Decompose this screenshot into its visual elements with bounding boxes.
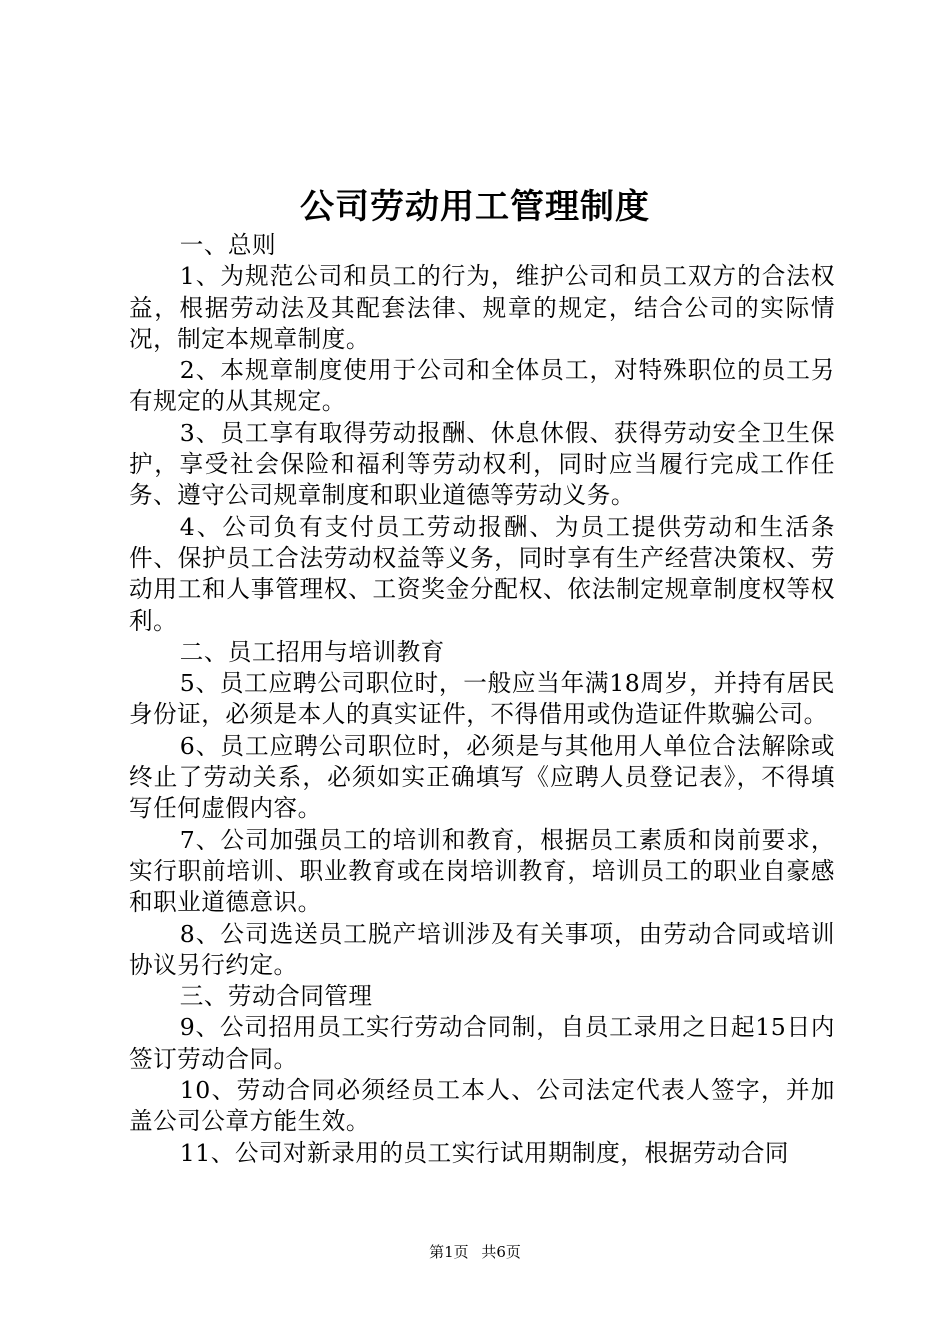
section-heading: 二、员工招用与培训教育 — [179, 637, 445, 666]
page-number: 第1页 — [429, 1243, 469, 1261]
paragraph: 3、员工享有取得劳动报酬、休息休假、获得劳动安全卫生保护，享受社会保险和福利等劳动权利，同时应当履行完成工作任务、遵守公司规章制度和职业道德等劳动义务。 — [129, 418, 835, 510]
paragraph: 1、为规范公司和员工的行为，维护公司和员工双方的合法权益，根据劳动法及其配套法律、规章的规定，结合公司的实际情况，制定本规章制度。 — [129, 262, 835, 353]
paragraph: 7、公司加强员工的培训和教育，根据员工素质和岗前要求，实行职前培训、职业教育或在岗培训教育，培训员工的职业自豪感和职业道德意识。 — [129, 825, 835, 917]
paragraph: 4、公司负有支付员工劳动报酬、为员工提供劳动和生活条件、保护员工合法劳动权益等义务，同时享有生产经营决策权、劳动用工和人事管理权、工资奖金分配权、依法制定规章制度权等权利。 — [129, 512, 835, 635]
paragraph: 10、劳动合同必须经员工本人、公司法定代表人签字，并加盖公司公章方能生效。 — [129, 1076, 835, 1136]
paragraph: 11、公司对新录用的员工实行试用期制度，根据劳动合同 — [179, 1138, 790, 1167]
paragraph: 2、本规章制度使用于公司和全体员工，对特殊职位的员工另有规定的从其规定。 — [129, 356, 835, 416]
paragraph: 8、公司选送员工脱产培训涉及有关事项，由劳动合同或培训协议另行约定。 — [129, 919, 835, 979]
document-title: 公司劳动用工管理制度 — [300, 187, 650, 227]
section-heading: 三、劳动合同管理 — [179, 982, 373, 1011]
paragraph: 6、员工应聘公司职位时，必须是与其他用人单位合法解除或终止了劳动关系，必须如实正确填写《应聘人员登记表》，不得填写任何虚假内容。 — [129, 731, 835, 823]
document-body — [129, 230, 835, 1169]
paragraph: 5、员工应聘公司职位时，一般应当年满18周岁，并持有居民身份证，必须是本人的真实证件，不得借用或伪造证件欺骗公司。 — [129, 669, 835, 729]
page-total: 共6页 — [481, 1243, 521, 1261]
page-footer — [0, 1241, 950, 1263]
section-heading: 一、总则 — [179, 231, 277, 259]
paragraph: 9、公司招用员工实行劳动合同制，自员工录用之日起15日内签订劳动合同。 — [129, 1013, 835, 1073]
